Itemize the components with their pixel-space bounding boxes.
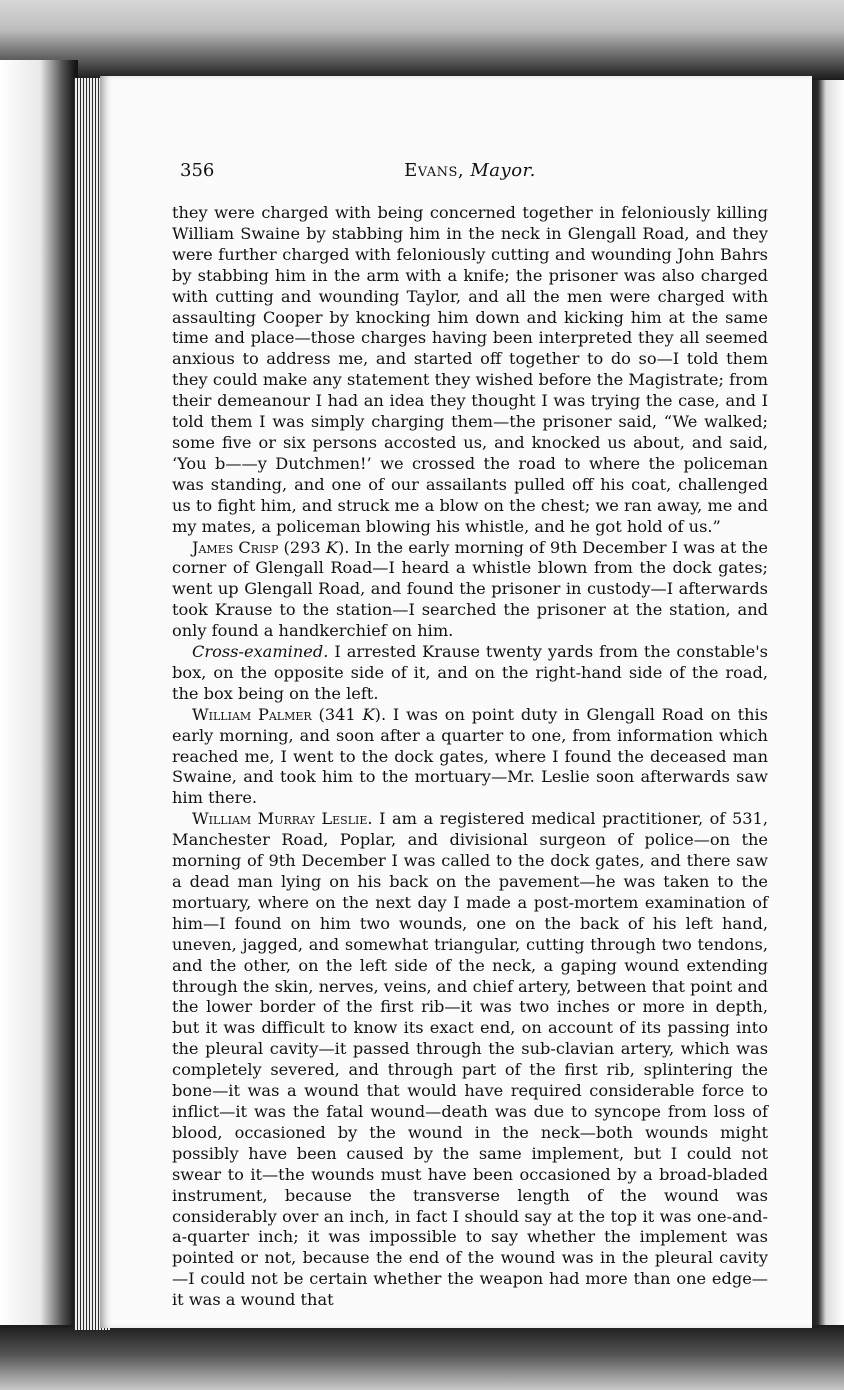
running-title bbox=[180, 160, 760, 181]
paragraph-testimony-palmer: William Palmer (341 K). I was on point duty in Glengall Road on this early morning, and soon after a quarter to one, from information which reached me, I went to the dock gates, where I found the deceased man Swaine, and took him to the mortuary—Mr. Leslie soon afterwards saw him there. bbox=[172, 704, 768, 808]
running-title-name: Evans, bbox=[404, 160, 465, 181]
running-title-role: Mayor. bbox=[470, 160, 536, 181]
scan-left-margin bbox=[0, 60, 78, 1390]
page-header bbox=[180, 160, 760, 188]
paragraph-testimony-leslie: William Murray Leslie. I am a registered medical practitioner, of 531, Manchester Road, Poplar, and divisional surgeon of police—on the morning of 9th December I was called to the dock gates, and there saw a dead man lying on his back on the pavement—he was taken to the mortuary, where on the next day I made a post-mortem examination of him—I found on him two wounds, one on the back of his left hand, uneven, jagged, and somewhat triangular, cutting through two tendons, and the other, on the left side of the neck, a gaping wound extending through the skin, nerves, veins, and chief artery, between that point and the lower border of the first rib—it was two inches or more in depth, but it was difficult to know its exact end, on account of its passing into the pleural cavity—it passed through the sub-clavian artery, which was completely severed, and through part of the first rib, splintering the bone—it was a wound that would have required considerable force to inflict—it was the fatal wound—death was due to syncope from loss of blood, occasioned by the wound in the neck—both wounds might possibly have been caused by the same implement, but I could not swear to it—the wounds must have been occasioned by a broad-bladed instrument, because the transverse length of the wound was considerably over an inch, in fact I should say at the top it was one-and-a-quarter inch; it was impossible to say whether the implement was pointed or not, because the end of the wound was in the pleural cavity—I could not be certain whether the weapon had more than one edge—it was a wound that bbox=[172, 809, 768, 1310]
witness-name: James Crisp bbox=[192, 537, 279, 557]
cross-examined-label: Cross-examined. bbox=[192, 642, 329, 662]
scan-bottom-shadow bbox=[0, 1325, 844, 1390]
paragraph-testimony-crisp: James Crisp (293 K). In the early morning of 9th December I was at the corner of Glengall Road—I heard a whistle blown from the dock gates; went up Glengall Road, and found the prisoner in custody—I afterwards took Krause to the station—I searched the prisoner at the station, and only found a handkerchief on him. bbox=[172, 537, 768, 641]
body-text bbox=[172, 203, 768, 1311]
witness-name: William Palmer bbox=[192, 704, 312, 724]
page-number: 356 bbox=[180, 160, 215, 181]
paragraph-cross-examination: Cross-examined. I arrested Krause twenty yards from the constable's box, on the opposite side of it, and on the right-hand side of the road, the box being on the left. bbox=[172, 642, 768, 703]
paragraph-continuation: they were charged with being concerned together in feloniously killing William Swaine by stabbing him in the neck in Glengall Road, and they were further charged with feloniously cutting and wounding John Bahrs by stabbing him in the arm with a knife; the prisoner was also charged with cutting and wounding Taylor, and all the men were charged with assaulting Cooper by knocking him down and kicking him at the same time and place—those charges having been interpreted they all seemed anxious to address me, and started off together to do so—I told them they could make any statement they wished before the Magistrate; from their demeanour I had an idea they thought I was trying the case, and I told them I was simply charging them—the prisoner said, “We walked; some five or six persons accosted us, and knocked us about, and said, ‘You b——y Dutchmen!’ we crossed the road to where the policeman was standing, and one of our assailants pulled off his coat, challenged us to fight him, and struck me a blow on the chest; we ran away, me and my mates, a policeman blowing his whistle, and he got hold of us.” bbox=[172, 203, 768, 536]
witness-name: William Murray Leslie bbox=[192, 809, 368, 829]
scan-right-edge bbox=[808, 80, 844, 1330]
scan-top-shadow bbox=[0, 0, 844, 80]
